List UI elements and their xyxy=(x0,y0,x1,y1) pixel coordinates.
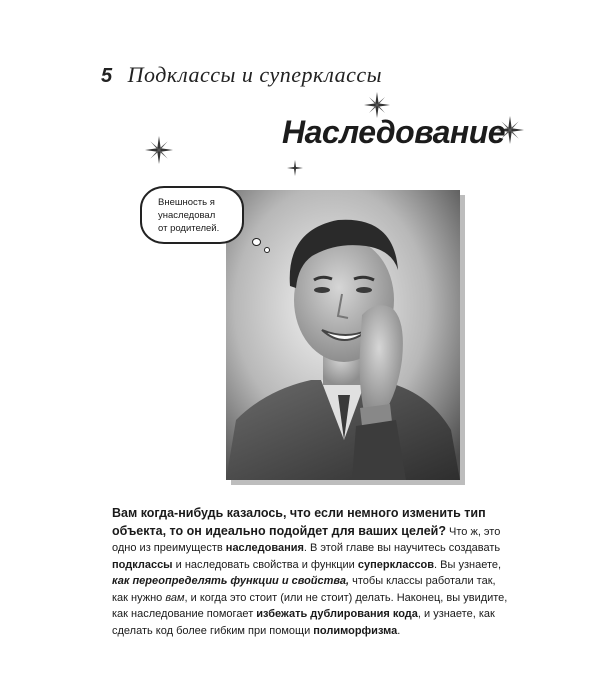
thought-line: от родителей. xyxy=(158,223,220,234)
thought-dot xyxy=(252,238,261,246)
emphasis-you: вам xyxy=(165,591,185,604)
term-override: как переопределять функции и свойства, xyxy=(112,575,350,587)
chapter-header xyxy=(101,62,382,88)
portrait-photo xyxy=(226,190,460,480)
intro-lead: объекта, то он идеально подойдет для ваших целей? xyxy=(112,523,446,538)
sparkle-icon xyxy=(145,136,173,164)
intro-text: , и когда это стоит (или не стоит) делать. Наконец, вы увидите, как наследование помогает xyxy=(112,591,508,620)
term-polymorphism: полиморфизма xyxy=(313,624,398,637)
intro-text: . В этой главе вы научитесь создавать xyxy=(303,542,501,554)
chapter-title: Подклассы и суперклассы xyxy=(127,62,383,87)
intro-text: и наследовать свойства и функции xyxy=(172,558,358,571)
thought-bubble xyxy=(140,186,244,244)
chapter-heading: Наследование xyxy=(282,114,506,150)
thought-line: унаследовал xyxy=(158,210,216,221)
intro-text: . xyxy=(397,624,401,637)
portrait-illustration xyxy=(226,190,460,480)
term-inheritance: наследования xyxy=(225,542,304,554)
chapter-intro xyxy=(112,505,514,639)
intro-lead: Вам когда-нибудь казалось, что если немного изменить тип xyxy=(112,506,486,520)
intro-text: , и узнаете, как сделать код более гибким при помощи xyxy=(112,608,495,637)
thought-line: Внешность я xyxy=(158,197,215,208)
thought-dot xyxy=(264,247,270,253)
term-avoid-duplication: избежать дублирования кода xyxy=(256,608,418,620)
intro-text: чтобы классы работали так, как нужно xyxy=(112,575,496,604)
intro-text: . Вы узнаете, xyxy=(434,558,502,571)
term-subclasses: подклассы xyxy=(112,558,173,571)
term-superclasses: суперклассов xyxy=(357,558,435,571)
sparkle-icon xyxy=(287,160,303,176)
chapter-number: 5 xyxy=(101,65,113,87)
intro-text: Что ж, это одно из преимуществ xyxy=(112,525,501,554)
